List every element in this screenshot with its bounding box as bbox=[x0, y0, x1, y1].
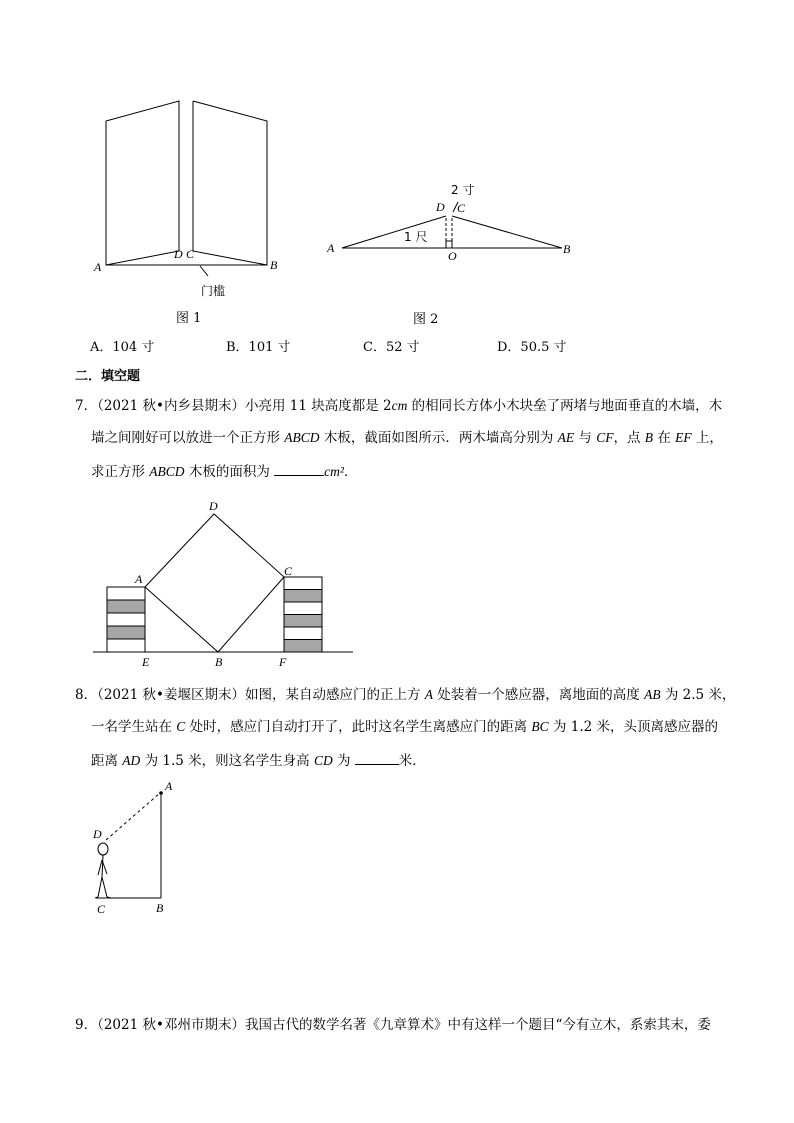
q8-text: 8．（2021 秋•姜堰区期末）如图，某自动感应门的正上方 bbox=[75, 687, 425, 703]
line-da bbox=[106, 793, 160, 840]
q7-text: 木板的面积为 bbox=[184, 464, 275, 480]
square-abcd bbox=[145, 514, 284, 652]
figure-1-caption: 图 1 bbox=[176, 311, 202, 326]
q7-text: 木板，截面如图所示．两木墙高分别为 bbox=[319, 430, 558, 446]
fig1-label-sill: 门槛 bbox=[201, 284, 226, 298]
q8-figure bbox=[88, 778, 198, 918]
q7-symbol: ABCD bbox=[284, 430, 320, 445]
q8-line-3 bbox=[91, 750, 426, 770]
q7-number: 2 bbox=[383, 398, 392, 414]
q8-label-c: C bbox=[97, 902, 106, 916]
q7-label-b: B bbox=[215, 655, 223, 669]
q8-text: 距离 bbox=[91, 753, 123, 769]
option-b: B．101 寸 bbox=[226, 340, 291, 355]
option-a: A．104 寸 bbox=[90, 340, 155, 355]
q8-symbol: AB bbox=[644, 687, 661, 702]
q7-label-a: A bbox=[135, 572, 143, 586]
q7-text: 7．（2021 秋•内乡县期末）小亮用 11 块高度都是 bbox=[75, 398, 384, 414]
fig2-label-d: D bbox=[436, 200, 445, 214]
right-door bbox=[193, 101, 267, 265]
q7-text: 的相同长方体小木块垒了两堵与地面垂直的木墙，木 bbox=[407, 398, 723, 414]
fig2-label-two-cun: 2 寸 bbox=[451, 183, 475, 197]
q8-text: 为 bbox=[332, 753, 355, 769]
fig2-label-o: O bbox=[448, 249, 457, 263]
fig2-label-one-chi: 1 尺 bbox=[404, 230, 428, 244]
q8-label-d: D bbox=[93, 827, 102, 841]
q7-symbol: ABCD bbox=[149, 464, 185, 479]
line-ad bbox=[342, 216, 446, 248]
fig1-label-a: A bbox=[94, 260, 102, 274]
q8-answer-blank[interactable] bbox=[355, 750, 399, 765]
q7-symbol: CF bbox=[596, 430, 614, 445]
q8-text: 为 1.2 米，头顶离感应器的 bbox=[548, 719, 719, 735]
q8-symbol: AD bbox=[122, 753, 141, 768]
line-cb bbox=[452, 216, 562, 248]
figure-1 bbox=[90, 95, 290, 335]
q8-symbol: BC bbox=[531, 719, 549, 734]
q7-text: 上， bbox=[691, 430, 723, 446]
q8-figure-drawing bbox=[88, 778, 198, 918]
q7-text: ． bbox=[343, 464, 358, 480]
q7-symbol: EF bbox=[675, 430, 692, 445]
section-title: 二．填空题 bbox=[75, 369, 141, 384]
q8-symbol: CD bbox=[313, 753, 333, 768]
q7-line-1 bbox=[75, 397, 722, 415]
q7-label-e: E bbox=[142, 655, 150, 669]
fig1-label-b: B bbox=[270, 258, 278, 272]
figure-2-caption: 图 2 bbox=[413, 312, 439, 327]
figure-2-drawing bbox=[322, 178, 582, 278]
fig1-label-c: C bbox=[186, 247, 195, 261]
fig2-label-b: B bbox=[563, 242, 571, 256]
q7-line-2 bbox=[91, 429, 723, 447]
q8-line-1 bbox=[75, 686, 735, 704]
q7-text: ，点 bbox=[613, 430, 645, 446]
q7-label-c: C bbox=[284, 564, 293, 578]
q7-figure bbox=[88, 497, 368, 672]
q8-label-b: B bbox=[156, 901, 164, 915]
q8-line-2 bbox=[91, 718, 718, 736]
q7-symbol: B bbox=[644, 430, 654, 445]
q7-unit: cm² bbox=[324, 464, 344, 479]
q9-line-1: 9．（2021 秋•邓州市期末）我国古代的数学名著《九章算术》中有这样一个题目“今有立木，系索其末，委 bbox=[75, 1017, 711, 1033]
q7-label-f: F bbox=[279, 655, 287, 669]
q8-label-a: A bbox=[165, 779, 173, 793]
q7-line-3 bbox=[91, 461, 357, 481]
q7-figure-drawing bbox=[88, 497, 368, 672]
fig2-label-a: A bbox=[327, 241, 335, 255]
q8-text: 为 1.5 米，则这名学生身高 bbox=[140, 753, 314, 769]
left-door bbox=[106, 101, 179, 265]
q7-answer-blank[interactable] bbox=[274, 461, 324, 476]
q8-text: 处装着一个感应器，离地面的高度 bbox=[433, 687, 645, 703]
q8-symbol: A bbox=[424, 687, 433, 702]
q7-text: 求正方形 bbox=[91, 464, 150, 480]
q8-text: 处时，感应门自动打开了，此时这名学生离感应门的距离 bbox=[185, 719, 532, 735]
fig1-label-d: D bbox=[174, 247, 183, 261]
q8-text: 为 2.5 米， bbox=[660, 687, 736, 703]
q7-text: 在 bbox=[653, 430, 676, 446]
figure-2 bbox=[322, 178, 582, 338]
q7-text: 墙之间刚好可以放进一个正方形 bbox=[91, 430, 285, 446]
q7-text: 与 bbox=[574, 430, 597, 446]
option-d: D．50.5 寸 bbox=[497, 340, 567, 355]
q7-label-d: D bbox=[209, 499, 218, 513]
q8-text: 米． bbox=[398, 753, 426, 769]
q7-symbol: AE bbox=[557, 430, 575, 445]
option-c: C．52 寸 bbox=[363, 340, 420, 355]
fig2-label-c: C bbox=[457, 201, 466, 215]
figure-1-drawing bbox=[90, 95, 290, 305]
q7-unit: cm bbox=[391, 398, 408, 413]
q8-symbol: C bbox=[176, 719, 186, 734]
q8-text: 一名学生站在 bbox=[91, 719, 177, 735]
